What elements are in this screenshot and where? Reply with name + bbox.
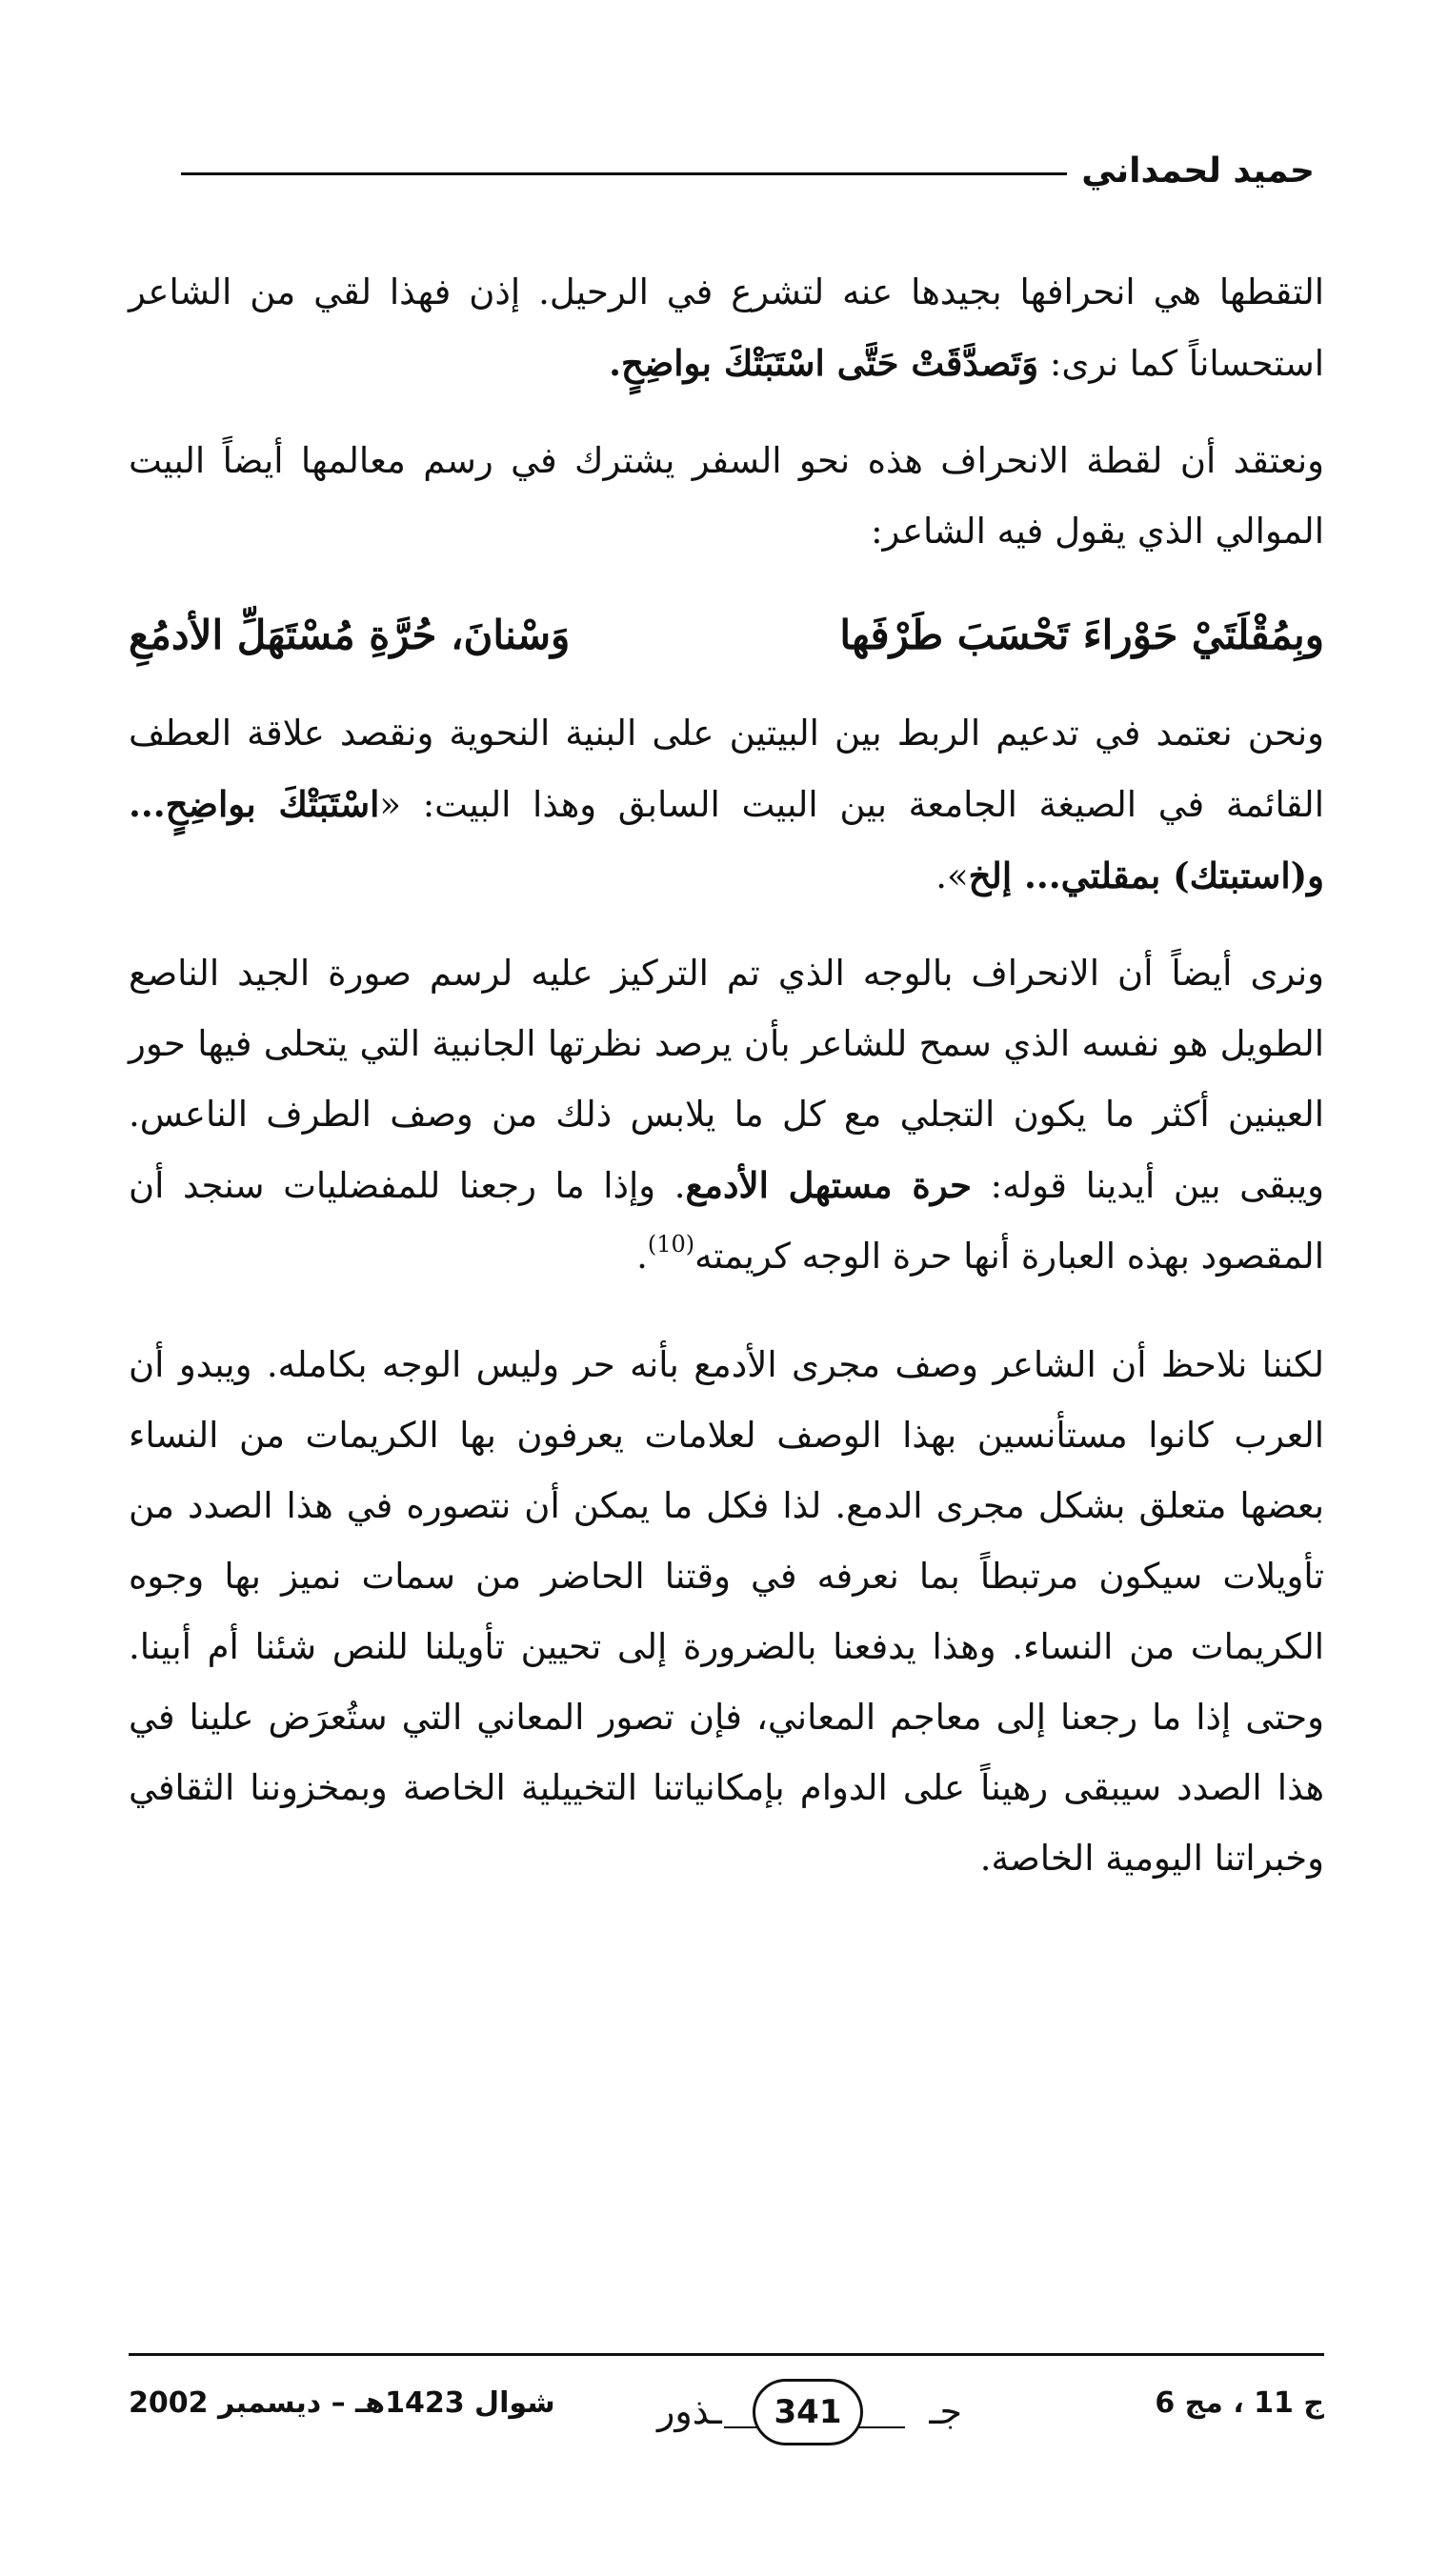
header-author: حميد لحمداني: [1081, 151, 1315, 191]
poem-verse: [129, 594, 1324, 677]
paragraph-4-text-b: . وإذا ما رجعنا للمفضليات سنجد أن المقصود بهذه العبارة أنها حرة الوجه كريمته: [129, 1165, 1324, 1277]
paragraph-3-text: ونحن نعتمد في تدعيم الربط بين البيتين على البنية النحوية ونقصد علاقة العطف القائمة في الصيغة الجامعة بين البيت السابق وهذا البيت: «: [129, 713, 1324, 825]
paragraph-2: ونعتقد أن لقطة الانحراف هذه نحو السفر يشترك في رسم معالمها أيضاً البيت الموالي الذي يقول فيه الشاعر:: [129, 440, 1324, 552]
footer-issue: ج 11 ، مج 6: [1155, 2386, 1324, 2420]
paragraph-4-quote: حرة مستهل الأدمع: [685, 1164, 973, 1206]
body-text: [129, 257, 1324, 1921]
verse-first-hemistich: وبِمُقْلَتَيْ حَوْراءَ تَحْسَبَ طَرْفَها: [839, 612, 1324, 658]
footer-date: شوال 1423هـ – ديسمبر 2002: [129, 2386, 555, 2420]
paragraph-1: [129, 257, 1324, 399]
paragraph-4-text-a: ونرى أيضاً أن الانحراف بالوجه الذي تم التركيز عليه لرسم صورة الجيد الناصع الطويل هو نفسه الذي سمح للشاعر بأن يرصد نظرتها الجانبية التي يتحلى فيها حور العينين أكثر ما يكون التجلي مع كل ما يلابس ذلك من وصف الطرف الناعس. ويبقى بين أيدينا قوله:: [129, 953, 1325, 1206]
paragraph-1-text: التقطها هي انحرافها بجيدها عنه لتشرع في الرحيل. إذن فهذا لقي من الشاعر استحساناً كما نرى:: [129, 272, 1324, 384]
paragraph-3-end: ».: [935, 855, 969, 896]
verse-second-hemistich: وَسْنانَ، حُرَّةِ مُسْتَهَلِّ الأدمُعِ: [129, 612, 571, 658]
running-header: [181, 143, 1324, 200]
page-footer: [129, 2377, 1324, 2463]
paragraph-3: [129, 698, 1324, 912]
page-number: 341: [753, 2379, 863, 2445]
paragraph-4: [129, 938, 1324, 1292]
journal-logo-left: ـذور: [657, 2390, 722, 2432]
footer-rule: [129, 2353, 1324, 2356]
footnote-reference: (10): [647, 1230, 695, 1258]
paragraph-5: لكننا نلاحظ أن الشاعر وصف مجرى الأدمع بأنه حر وليس الوجه بكامله. ويبدو أن العرب كانوا مستأنسين بهذا الوصف لعلامات يعرفون بها الكريمات من النساء بعضها متعلق بشكل مجرى الدمع. لذا فكل ما يمكن أن نتصوره في هذا الصدد من تأويلات سيكون مرتبطاً بما نعرفه في وقتنا الحاضر من سمات نميز بها وجوه الكريمات من النساء. وهذا يدفعنا بالضرورة إلى تحيين تأويلنا للنص شئنا أم أبينا. وحتى إذا ما رجعنا إلى معاجم المعاني، فإن تصور المعاني التي ستُعرَض علينا في هذا الصدد سيبقى رهيناً على الدوام بإمكانياتنا التخييلية الخاصة وبمخزوننا الثقافي وخبراتنا اليومية الخاصة.: [129, 1344, 1324, 1879]
journal-logo-right: جـ: [929, 2390, 962, 2432]
journal-logo: [657, 2377, 962, 2453]
paragraph-4-end: .: [636, 1236, 648, 1277]
header-rule: [181, 172, 1067, 175]
paragraph-3-quote: اسْتَبَتْكَ بواضِحٍ... و(استبتك) بمقلتي... إلخ: [129, 783, 1324, 896]
paragraph-1-quote: وَتَصدَّقَتْ حَتَّى اسْتَبَتْكَ بواضِحٍ.: [609, 342, 1039, 384]
